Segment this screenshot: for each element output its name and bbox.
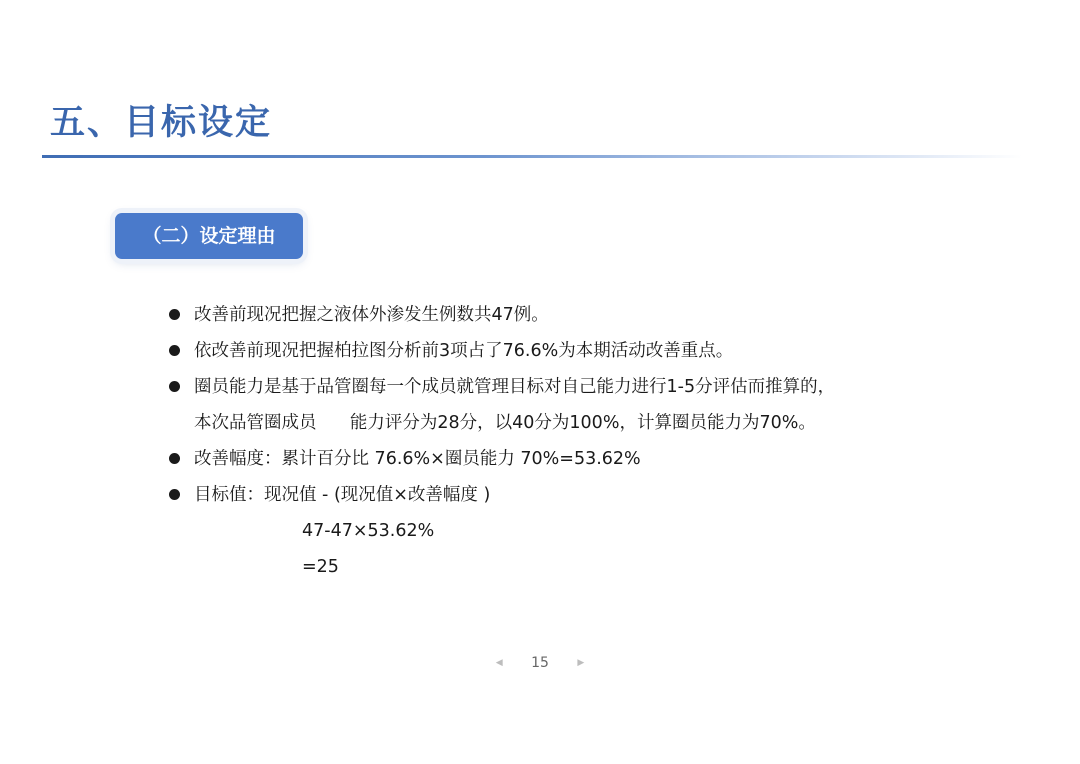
title-underline <box>42 155 1022 158</box>
section-badge: （二）设定理由 <box>115 213 303 259</box>
bullet-dot-icon <box>169 381 180 392</box>
prev-page-icon[interactable]: ◀ <box>495 658 503 668</box>
list-item <box>168 477 1048 585</box>
list-item-text: 改善幅度：累计百分比 76.6%×圈员能力 70%=53.62% <box>194 449 641 469</box>
page-title: 五、目标设定 <box>50 103 273 143</box>
list-item-text: 目标值：现况值 - (现况值×改善幅度 ) <box>194 485 491 505</box>
list-item <box>168 333 1048 369</box>
formula-result: =25 <box>302 557 339 577</box>
bullet-dot-icon <box>169 453 180 464</box>
list-item-text: 依改善前现况把握柏拉图分析前3项占了76.6%为本期活动改善重点。 <box>194 341 734 361</box>
list-item <box>168 297 1048 333</box>
page-number: 15 <box>531 655 549 671</box>
list-item-continuation: 本次品管圈成员 能力评分为28分，以40分为100%，计算圈员能力为70%。 <box>194 413 816 433</box>
formula-line: 47-47×53.62% <box>302 521 435 541</box>
page-navigation <box>0 651 1080 675</box>
list-item <box>168 369 1048 441</box>
list-item <box>168 441 1048 477</box>
list-item-text: 圈员能力是基于品管圈每一个成员就管理目标对自己能力进行1-5分评估而推算的， <box>194 377 836 397</box>
bullet-dot-icon <box>169 309 180 320</box>
next-page-icon[interactable]: ▶ <box>577 658 585 668</box>
content-list <box>168 297 1048 585</box>
list-item-text: 改善前现况把握之液体外渗发生例数共47例。 <box>194 305 549 325</box>
bullet-dot-icon <box>169 345 180 356</box>
bullet-dot-icon <box>169 489 180 500</box>
